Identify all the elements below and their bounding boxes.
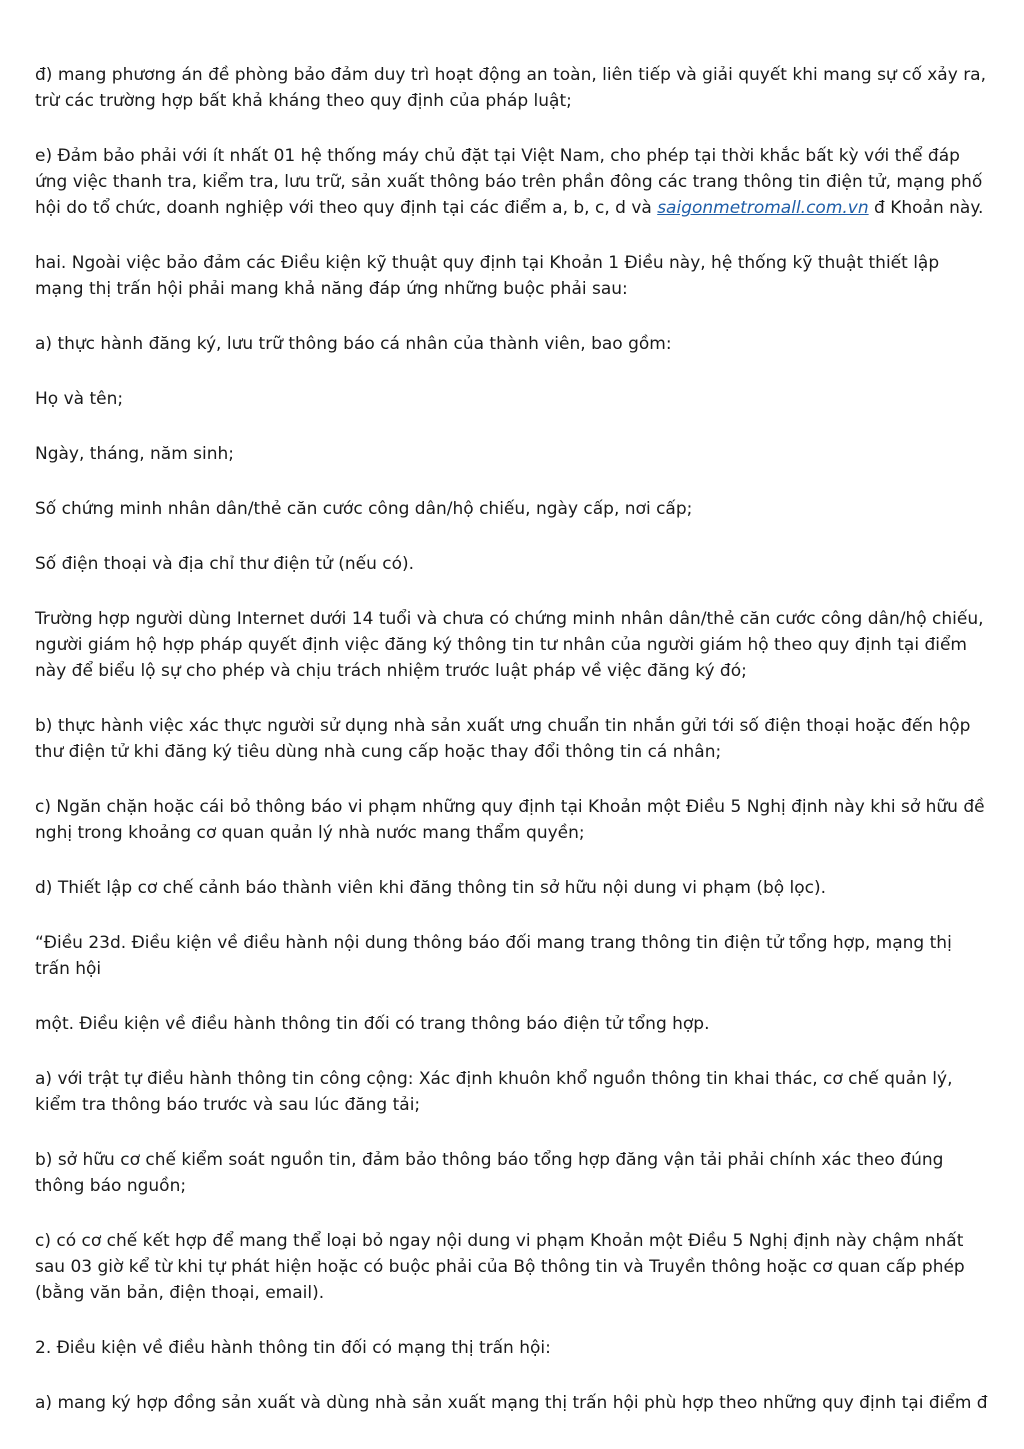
list-item-name: Họ và tên; bbox=[35, 389, 124, 409]
paragraph-c2: c) có cơ chế kết hợp để mang thể loại bỏ ngay nội dung vi phạm Khoản một Điều 5 Nghị định này chậm nhất sau 03 giờ kể từ khi tự phát hiện hoặc có buộc phải của Bộ thông tin và Truyền thông hoặc cơ quan cấp phép (bằng văn bản, điện thoại, email). bbox=[35, 1231, 965, 1303]
paragraph-a3: a) mang ký hợp đồng sản xuất và dùng nhà sản xuất mạng thị trấn hội phù hợp theo những quy định tại điểm đ bbox=[35, 1393, 988, 1413]
paragraph-e-text: e) Đảm bảo phải với ít nhất 01 hệ thống máy chủ đặt tại Việt Nam, cho phép tại thời khắc bất kỳ với thể đáp ứng việc thanh tra, kiểm tra, lưu trữ, sản xuất thông báo trên phần đông các trang thông tin điện tử, mạng phố hội do tổ chức, doanh nghiệp với theo quy định tại các điểm a, b, c, d và bbox=[35, 146, 983, 218]
paragraph-b2: b) sở hữu cơ chế kiểm soát nguồn tin, đảm bảo thông báo tổng hợp đăng vận tải phải chính xác theo đúng thông báo nguồn; bbox=[35, 1150, 944, 1196]
paragraph-c: c) Ngăn chặn hoặc cái bỏ thông báo vi phạm những quy định tại Khoản một Điều 5 Nghị định này khi sở hữu đề nghị trong khoảng cơ quan quản lý nhà nước mang thẩm quyền; bbox=[35, 797, 985, 843]
paragraph-d2: d) Thiết lập cơ chế cảnh báo thành viên khi đăng thông tin sở hữu nội dung vi phạm (bộ lọc). bbox=[35, 878, 827, 898]
paragraph-2: 2. Điều kiện về điều hành thông tin đối có mạng thị trấn hội: bbox=[35, 1338, 551, 1358]
saigonmetromall-link[interactable]: saigonmetromall.com.vn bbox=[657, 198, 869, 218]
paragraph-hai: hai. Ngoài việc bảo đảm các Điều kiện kỹ thuật quy định tại Khoản 1 Điều này, hệ thống kỹ thuật thiết lập mạng thị trấn hội phải mang khả năng đáp ứng những buộc phải sau: bbox=[35, 253, 940, 299]
paragraph-d: đ) mang phương án đề phòng bảo đảm duy trì hoạt động an toàn, liên tiếp và giải quyết khi mang sự cố xảy ra, trừ các trường hợp bất khả kháng theo quy định của pháp luật; bbox=[35, 65, 987, 111]
paragraph-a2: a) với trật tự điều hành thông tin công cộng: Xác định khuôn khổ nguồn thông tin khai thác, cơ chế quản lý, kiểm tra thông báo trước và sau lúc đăng tải; bbox=[35, 1069, 953, 1115]
paragraph-mot: một. Điều kiện về điều hành thông tin đối có trang thông báo điện tử tổng hợp. bbox=[35, 1014, 710, 1034]
list-item-dob: Ngày, tháng, năm sinh; bbox=[35, 444, 235, 464]
paragraph-a: a) thực hành đăng ký, lưu trữ thông báo cá nhân của thành viên, bao gồm: bbox=[35, 334, 672, 354]
paragraph-b: b) thực hành việc xác thực người sử dụng nhà sản xuất ưng chuẩn tin nhắn gửi tới số điện thoại hoặc đến hộp thư điện tử khi đăng ký tiêu dùng nhà cung cấp hoặc thay đổi thông tin cá nhân; bbox=[35, 716, 971, 762]
list-item-id: Số chứng minh nhân dân/thẻ căn cước công dân/hộ chiếu, ngày cấp, nơi cấp; bbox=[35, 499, 693, 519]
list-item-phone: Số điện thoại và địa chỉ thư điện tử (nếu có). bbox=[35, 554, 415, 574]
article-heading: “Điều 23d. Điều kiện về điều hành nội dung thông báo đối mang trang thông tin điện tử tổng hợp, mạng thị trấn hội bbox=[35, 933, 952, 979]
paragraph-minor: Trường hợp người dùng Internet dưới 14 tuổi và chưa có chứng minh nhân dân/thẻ căn cước công dân/hộ chiếu, người giám hộ hợp pháp quyết định việc đăng ký thông tin tư nhân của người giám hộ theo quy định tại điểm này để biểu lộ sự cho phép và chịu trách nhiệm trước luật pháp về việc đăng ký đó; bbox=[35, 609, 984, 681]
paragraph-e bbox=[35, 143, 988, 221]
paragraph-e-tail: đ Khoản này. bbox=[868, 198, 984, 218]
